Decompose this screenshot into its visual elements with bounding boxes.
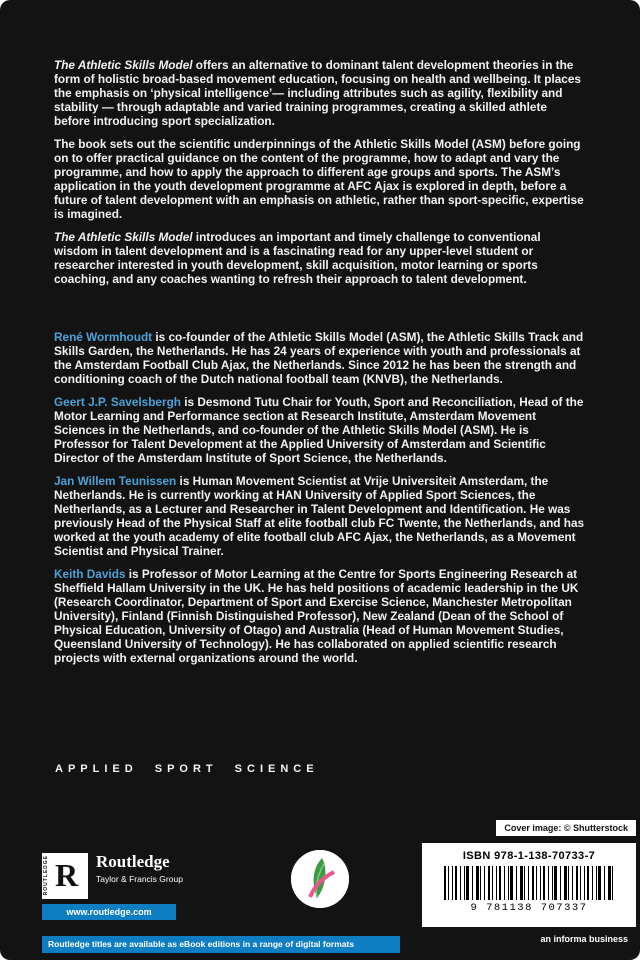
publisher-tagline: Taylor & Francis Group [96,874,183,884]
barcode-number: 9 781138 707337 [470,902,588,914]
series-title: APPLIED SPORT SCIENCE [55,763,319,775]
routledge-logo-icon [42,853,88,899]
author-bio-text: is Human Movement Scientist at Vrije Universiteit Amsterdam, the Netherlands. He is currently working at HAN University of Applied Sport Sciences, the Netherlands, as a Lecturer and Researcher in Talent Development and Identification. He was previously Head of the Physical Staff at elite football club FC Twente, the Netherlands, and has worked at the youth academy of elite football club AFC Ajax, the Netherlands, as a Movement Scientist and Physical Trainer. [54,474,585,558]
leaf-swirl-graphic [291,850,349,908]
book-title-italic: The Athletic Skills Model [54,58,193,72]
author-name: René Wormhoudt [54,330,153,344]
author-bio-text: is co-founder of the Athletic Skills Model (ASM), the Athletic Skills Track and Skills Garden, the Netherlands. He has 24 years of experience with youth and professionals at the Amsterdam Football Club Ajax, the Netherlands. Since 2012 he has been the strength and conditioning coach of the Dutch national football team (KNVB), the Netherlands. [54,330,584,386]
barcode [444,866,614,900]
paragraph-text: offers an alternative to dominant talent development theories in the form of holistic broad-based movement education, focusing on health and wellbeing. It places the emphasis on ‘physical intelligence’— including attributes such as agility, flexibility and stability — through adaptable and varied training programmes, creating a skilled athlete before introducing sport specialization. [54,58,581,128]
cover-image-credit: Cover image: © Shutterstock [496,820,636,836]
author-bio [54,395,586,465]
author-name: Jan Willem Teunissen [54,474,177,488]
author-bio [54,330,586,386]
routledge-r-glyph: R [55,857,79,893]
intro-paragraph [54,58,586,128]
author-bio-text: is Desmond Tutu Chair for Youth, Sport and Reconciliation, Head of the Motor Learning and Performance section at Research Institute, Amsterdam Movement Sciences in the Netherlands, and co-founder of the Athletic Skills Model (ASM). He is Professor for Talent Development at the Applied University of Amsterdam and Scientific Director of the Amsterdam Institute of Sport Science, the Netherlands. [54,395,584,465]
publisher-url: www.routledge.com [42,904,176,920]
informa-business-label: an informa business [540,934,628,944]
author-bio-text: is Professor of Motor Learning at the Centre for Sports Engineering Research at Sheffield Hallam University in the UK. He has held positions of academic leadership in the UK (Research Coordinator, Department of Sport and Exercise Science, Manchester Metropolitan University), Finland (Finnish Distinguished Professor), New Zealand (Dean of the School of Physical Education, University of Otago) and Australia (Head of Human Movement Studies, Queensland University of Technology). He has collaborated on applied scientific research projects with external organizations around the world. [54,567,579,665]
author-bio [54,567,586,665]
publisher-name: Routledge [96,852,170,871]
book-title-italic: The Athletic Skills Model [54,230,193,244]
intro-paragraph [54,137,586,221]
routledge-vertical-text: ROUTLEDGE [43,855,49,896]
paragraph-text: The book sets out the scientific underpinnings of the Athletic Skills Model (ASM) before going on to offer practical guidance on the content of the programme, how to adapt and vary the programme, and how to apply the approach to different age groups and sports. The ASM’s application in the youth development programme at AFC Ajax is explored in depth, before a future of talent development with an emphasis on athletic, rather than sport-specific, expertise is imagined. [54,137,584,221]
circular-leaf-logo-icon [291,850,349,908]
routledge-logo-block [42,853,183,899]
author-bios [54,330,586,665]
author-bio [54,474,586,558]
isbn-barcode-panel [422,843,636,927]
ebook-notice-bar: Routledge titles are available as eBook editions in a range of digital formats [42,936,400,953]
author-name: Keith Davids [54,567,126,581]
routledge-wordmark [96,853,183,884]
paragraph-text: introduces an important and timely challenge to conventional wisdom in talent development and is a fascinating read for any upper-level student or researcher interested in youth development, skill acquisition, motor learning or sports coaching, and any coaches wanting to refresh their approach to talent development. [54,230,541,286]
isbn-number: ISBN 978-1-138-70733-7 [462,850,596,862]
intro-paragraph [54,230,586,286]
author-name: Geert J.P. Savelsbergh [54,395,181,409]
